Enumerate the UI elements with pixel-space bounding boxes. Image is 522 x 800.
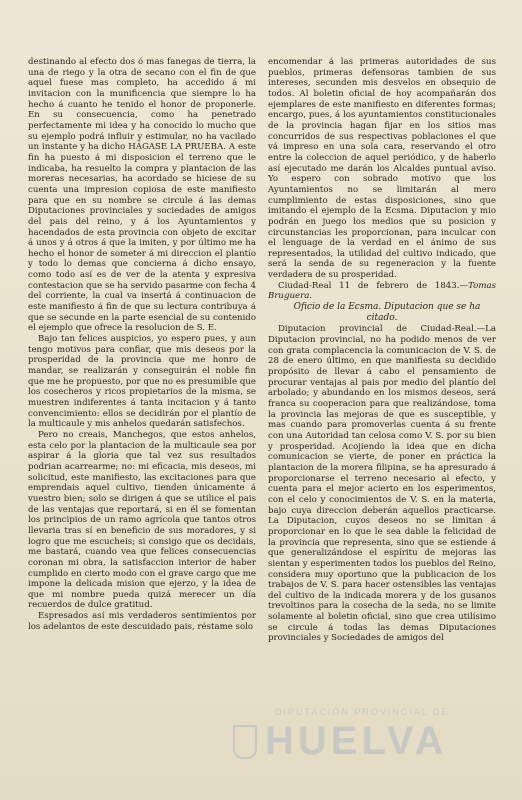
right-column xyxy=(268,57,496,800)
letter-paragraph: Diputacion provincial de Ciudad-Real.—La Diputacion provincial, no ha podido menos de ver con grata complacencia la comunicacion de V. S. de 28 de enero último, en que manifiesta su decidido propósito de llevar á cabo el pensamiento de procurar ventajas al pais por medio del plantío del arbolado; y abundando en los mismos deseos, será franca su cooperacion para que realizándose, toma la provincia las mejoras de que es susceptible, y mas cuando para promoverlas cuenta á su frente con una Autoridad tan celosa como V. S. por su bien y prosperidad. Acojiendo la idea que en dicha comunicacion se vierte, de poner en práctica la plantacion de la morera filipina, se ha apresurado á proporcionarse el terreno necesario al efecto, y cuenta para el mejor acierto en los esperimentos, con el celo y conocimientos de V. S. en la materia, bajo cuya direccion deberán aquellos practicarse. La Diputacion, cuyos deseos no se limitan á proporcionar en lo que le sea dable la felicidad de la provincia que representa, sino que se estiende á que generalizándose el espíritu de mejoras las sientan y esperimenten todos los pueblos del Reino, considera muy oportuno que la publicacion de los trabajos de V. S. para hacer ostensibles las ventajas del cultivo de la indicada morera y de los gusanos trevoltinos para la cosecha de la seda, no se limite solamente al boletin oficial, sino que crea utilísimo se circule á todas las demas Diputaciones provinciales y Sociedades de amigos del xyxy=(268,324,496,644)
shield-icon xyxy=(233,725,257,759)
left-paragraph-1: destinando al efecto dos ó mas fanegas de tierra, la una de riego y la otra de secano con el fin de que aquel fuese mas completo, ha accedido á mi invitacion con la munificencia que siempre lo ha hecho á cuanto he tenido el honor de proponerle. En su consecuencia, como ha penetrado perfectamente mi idea y ha conocido lo mucho que su ejemplo podrá influir y estimular, no ha vacilado un instante y ha dicho HÁGASE LA PRUEBA. A este fin ha puesto á mi disposicion el terreno que le indicaba, ha resuelto la compra y plantacion de las moreras necesarias, ha acordado se hiciese de su cuenta una impresion copiosa de este manifiesto para que en su nombre se circule á las demas Diputaciones provinciales y sociedades de amigos del pais del reino, y á los Ayuntamientos y hacendados de esta provincia con objeto de excitar á unos y á otros á que la imiten, y por último me ha hecho el honor de someter á mi direccion el plantío y todo lo demas que concierna á dicho ensayo, como todo así es de ver de la atenta y expresiva contestacion que se ha servido pasarme con fecha 4 del corriente, la cual va insertá á continuacion de este manifiesto á fin de que su lectura contribuya á que se secunde en la parte esencial de su contenido el ejemplo que ofrece la resolucion de S. E. xyxy=(28,57,256,334)
section-title: Oficio de la Ecsma. Diputacion que se ha citado. xyxy=(293,302,481,324)
signature xyxy=(268,281,496,302)
signature-name: Tomas Bruguera. xyxy=(268,280,496,302)
archive-watermark xyxy=(255,707,505,775)
right-paragraph-1: encomendar á las primeras autoridades de sus pueblos, primeras defensoras tambien de sus intereses, secunden mis desvelos en obsequio de todos. Al boletin oficial de hoy acompañarán dos ejemplares de este manifiesto en diferentes formas; encargo, pues, á los ayuntamientos constitucionales de la provincia hagan fijar en los sitios mas concurridos de sus respectivas poblaciones el que vá impreso en una sola cara, reservando el otro entre la coleccion de aquel periódico, y de haberlo así ejecutado me darán los Alcaldes puntual aviso. Yo espero con sobrado motivo que los Ayuntamientos no se limitarán al mero cumplimiento de estas disposiciones, sino que imitando el ejemplo de la Ecsma. Diputacion y mio podrán en juego los medios que su posicion y circunstancias les proporcionan, para inculcar con el lenguage de la verdad en el ánimo de sus representados, la utilidad del cultivo indicado, que será la senda de su regeneracion y la fuente verdadera de su prosperidad. xyxy=(268,57,496,281)
left-paragraph-2: Bajo tan felices auspicios, yo espero pues, y aun tengo motivos para confiar, que mis deseos por la prosperidad de la provincia que me honro de mandar, se realizarán y conseguirán el noble fin que me he propuesto, por que no es presumible que los cosecheros y ricos propietarios de la misma, se muestren indiferentes á tanta incitacion y á tanto convencimiento: ellos se decidirán por el plantío de la multicaule y mis anhelos quedarán satisfechos. xyxy=(28,334,256,430)
left-paragraph-4: Espresados así mis verdaderos sentimientos por los adelantos de este descuidado pais, réstame solo xyxy=(28,611,256,632)
signature-place-date: Ciudad-Real 11 de febrero de 1843.— xyxy=(278,280,469,291)
watermark-subtext: DIPUTACIÓN PROVINCIAL DE xyxy=(275,707,450,717)
left-column xyxy=(28,57,256,800)
left-paragraph-3: Pero no creais, Manchegos, que estos anhelos, esta celo por la plantacion de la multicaule sea por aspirar á la gloria que tal vez sus resultados podrian acarrearme; no: mi eficacia, mis deseos, mi solicitud, este manifiesto, las excitaciones para que emprendais aquel cultivo, tienden únicamente á vuestro bien; solo se dirigen á que se utilice el pais de las ventajas que reportará, si en él se fomentan los principios de un ramo agrícola que tantos otros llevaria tras sí en beneficio de sus moradores, y si logro que me escucheis; si consigo que os decidais, me bastará, cuando vea que felices consecuencias coronan mi obra, la satisfaccion interior de haber cumplido en cierto modo con el grave cargo que me impone la delicada mision que ejerzo, y la idea de que mi nombre pueda quizá merecer un día recuerdos de dulce gratitud. xyxy=(28,429,256,611)
watermark-text: HUELVA xyxy=(265,719,448,763)
